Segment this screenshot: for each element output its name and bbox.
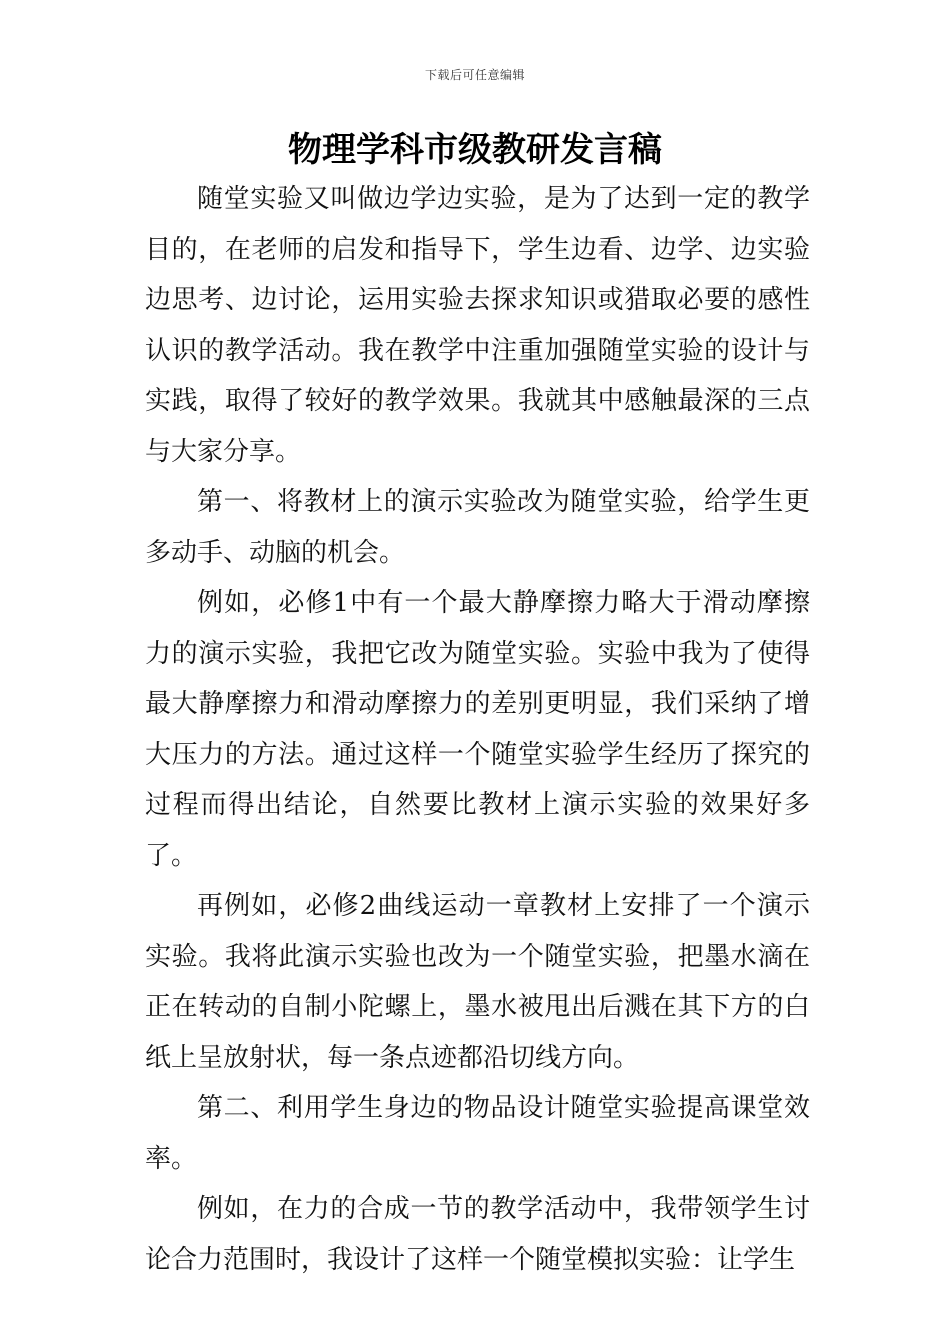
paragraph-example-three: 例如，在力的合成一节的教学活动中，我带领学生讨论合力范围时，我设计了这样一个随堂模拟实验：让学生 [145,1194,810,1275]
paragraph-point-one: 第一、将教材上的演示实验改为随堂实验，给学生更多动手、动脑的机会。 [145,487,810,568]
paragraph-example-two: 再例如，必修2曲线运动一章教材上安排了一个演示实验。我将此演示实验也改为一个随堂实验，把墨水滴在正在转动的自制小陀螺上，墨水被甩出后溅在其下方的白纸上呈放射状，每一条点迹都沿切线方向。 [145,891,810,1073]
document-title: 物理学科市级教研发言稿 [288,130,662,170]
document-body [145,174,810,1285]
header-note: 下载后可任意编辑 [424,68,525,82]
paragraph-intro: 随堂实验又叫做边学边实验，是为了达到一定的教学目的，在老师的启发和指导下，学生边看、边学、边实验边思考、边讨论，运用实验去探求知识或猎取必要的感性认识的教学活动。我在教学中注重加强随堂实验的设计与实践，取得了较好的教学效果。我就其中感触最深的三点与大家分享。 [145,184,810,467]
paragraph-point-two: 第二、利用学生身边的物品设计随堂实验提高课堂效率。 [145,1093,810,1174]
paragraph-example-one: 例如，必修1中有一个最大静摩擦力略大于滑动摩擦力的演示实验，我把它改为随堂实验。实验中我为了使得最大静摩擦力和滑动摩擦力的差别更明显，我们采纳了增大压力的方法。通过这样一个随堂实验学生经历了探究的过程而得出结论，自然要比教材上演示实验的效果好多了。 [145,588,810,871]
